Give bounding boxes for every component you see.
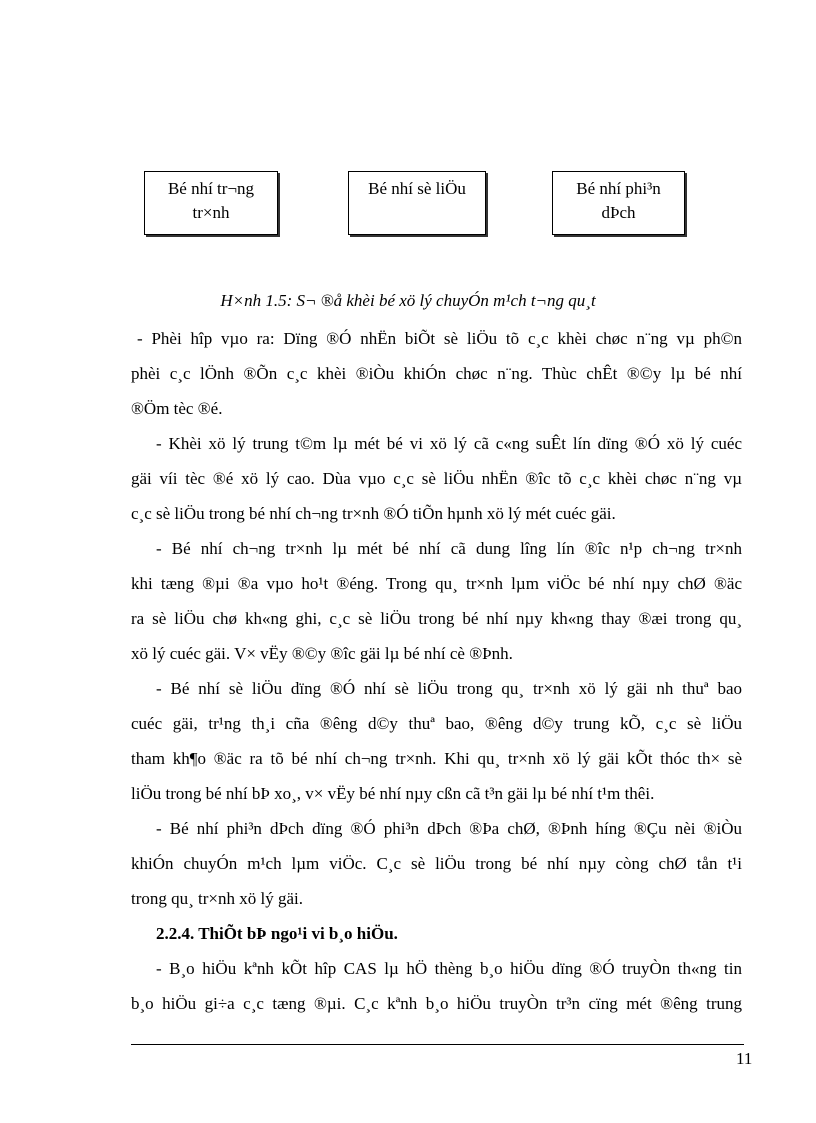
text-line: - Bé nhí phi³n dÞch dïng ®Ó phi³n dÞch ®Þa chØ, ®Þnh híng ®Çu nèi ®iÒu [156, 819, 742, 838]
text-line: phèi c¸c lÖnh ®Õn c¸c khèi ®iÒu khiÓn chøc n¨ng. Thùc chÊt ®©y lµ bé nhí [131, 364, 742, 383]
text-line: ra sè liÖu chø kh«ng ghi, c¸c sè liÖu trong bé nhí nµy kh«ng thay ®æi trong qu¸ [131, 609, 742, 628]
text-line: xö lý cuéc gäi. V× vËy ®©y ®îc gäi lµ bé nhí cè ®Þnh. [131, 644, 513, 663]
text-line: b¸o hiÖu gi÷a c¸c tæng ®µi. C¸c kªnh b¸o hiÖu truyÒn tr³n cïng mét ®êng trung [131, 994, 742, 1013]
text-line: gäi víi tèc ®é xö lý cao. Dùa vµo c¸c sè liÖu nhËn ®îc tõ c¸c khèi chøc n¨ng vµ [131, 469, 742, 488]
diagram-box-program-memory [144, 171, 278, 235]
section-heading: 2.2.4. ThiÕt bÞ ngo¹i vi b¸o hiÖu. [156, 924, 398, 943]
text-line: - B¸o hiÖu kªnh kÕt hîp CAS lµ hÖ thèng b¸o hiÖu dïng ®Ó truyÒn th«ng tin [156, 959, 742, 978]
text-line: - Phèi hîp vµo ra: Dïng ®Ó nhËn biÕt sè liÖu tõ c¸c khèi chøc n¨ng vµ ph©n [137, 329, 742, 348]
box-label: dÞch [601, 203, 636, 222]
text-line: cuéc gäi, tr¹ng th¸i cña ®êng d©y thuª bao, ®êng d©y trung kÕ, c¸c sè liÖu [131, 714, 742, 733]
text-line: khi tæng ®µi ®a vµo ho¹t ®éng. Trong qu¸ tr×nh lµm viÖc bé nhí nµy chØ ®äc [131, 574, 742, 593]
text-line: - Bé nhí ch¬ng tr×nh lµ mét bé nhí cã dung lîng lín ®îc n¹p ch¬ng tr×nh [156, 539, 742, 558]
text-line: tham kh¶o ®äc ra tõ bé nhí ch¬ng tr×nh. Khi qu¸ tr×nh xö lý gäi kÕt thóc th× sè [131, 749, 742, 768]
box-label: tr×nh [192, 203, 230, 222]
box-label: Bé nhí sè liÖu [368, 179, 466, 198]
page-number: 11 [736, 1049, 753, 1068]
diagram-box-data-memory [348, 171, 486, 235]
text-line: - Bé nhí sè liÖu dïng ®Ó nhí sè liÖu trong qu¸ tr×nh xö lý gäi nh thuª bao [156, 679, 742, 698]
text-line: liÖu trong bé nhí bÞ xo¸, v× vËy bé nhí nµy cßn cã t³n gäi lµ bé nhí t¹m thêi. [131, 784, 655, 803]
footer-rule [131, 1044, 744, 1045]
text-line: khiÓn chuyÓn m¹ch lµm viÖc. C¸c sè liÖu trong bé nhí nµy còng chØ tån t¹i [131, 854, 742, 873]
text-line: - Khèi xö lý trung t©m lµ mét bé vi xö lý cã c«ng suÊt lín dïng ®Ó xö lý cuéc [156, 434, 742, 453]
text-line: ®Öm tèc ®é. [131, 399, 223, 418]
box-label: Bé nhí tr¬ng [167, 179, 255, 198]
text-line: trong qu¸ tr×nh xö lý gäi. [131, 889, 304, 908]
figure-caption: H×nh 1.5: S¬ ®å khèi bé xö lý chuyÓn m¹ch t¬ng qu¸t [220, 291, 596, 310]
diagram-box-translation-memory [552, 171, 685, 235]
box-label: Bé nhí phi³n [576, 179, 661, 198]
text-line: c¸c sè liÖu trong bé nhí ch¬ng tr×nh ®Ó tiÕn hµnh xö lý mét cuéc gäi. [131, 504, 616, 523]
